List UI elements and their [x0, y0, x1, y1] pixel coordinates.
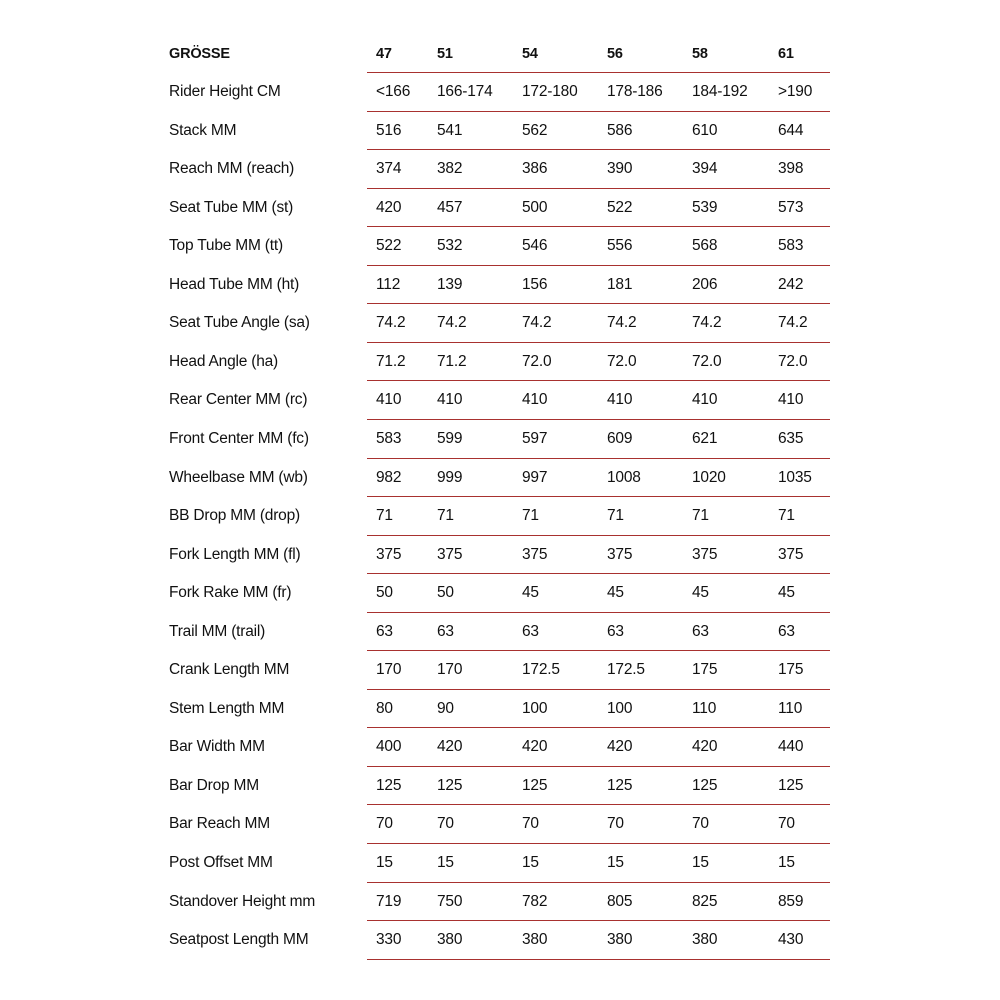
table-cell: 125	[437, 776, 463, 794]
table-cell: 15	[522, 854, 539, 871]
header-row	[0, 35, 1000, 74]
row-label: Top Tube MM (tt)	[169, 237, 283, 255]
size-header: 61	[778, 46, 794, 62]
table-row	[0, 883, 1000, 922]
table-cell: 50	[437, 584, 454, 602]
table-cell: 71.2	[376, 352, 406, 370]
table-cell: 420	[607, 738, 633, 756]
table-cell: 72.0	[692, 352, 722, 370]
table-cell: 375	[778, 545, 804, 563]
table-cell: 172.5	[522, 661, 560, 679]
table-cell: 45	[692, 584, 709, 602]
table-row	[0, 805, 1000, 844]
size-header: 54	[522, 46, 538, 62]
table-cell: 70	[522, 815, 539, 833]
table-cell: 74.2	[778, 314, 808, 332]
table-cell: 859	[778, 892, 804, 910]
table-row	[0, 227, 1000, 266]
table-cell: 125	[607, 776, 633, 794]
table-cell: 532	[437, 237, 463, 255]
table-cell: 635	[778, 429, 804, 447]
table-row	[0, 690, 1000, 729]
table-cell: 175	[692, 661, 718, 679]
table-cell: <166	[376, 83, 411, 100]
table-cell: 609	[607, 429, 633, 447]
table-row	[0, 497, 1000, 536]
table-cell: 181	[607, 275, 633, 293]
row-label: Standover Height mm	[169, 892, 316, 910]
table-cell: 386	[522, 160, 548, 178]
table-cell: 15	[376, 854, 393, 871]
table-cell: 70	[692, 815, 709, 833]
row-label: Front Center MM (fc)	[169, 429, 309, 447]
row-label: Bar Width MM	[169, 738, 265, 756]
table-cell: 74.2	[607, 314, 637, 332]
row-label: Bar Drop MM	[169, 776, 259, 794]
table-row	[0, 921, 1000, 960]
table-cell: 15	[692, 854, 709, 871]
table-cell: 170	[376, 661, 402, 679]
table-cell: 156	[522, 275, 548, 293]
table-cell: 398	[778, 160, 804, 178]
table-cell: 420	[692, 738, 718, 756]
table-cell: 380	[692, 931, 718, 949]
table-cell: 375	[692, 545, 718, 563]
table-cell: 750	[437, 892, 463, 910]
table-cell: 74.2	[692, 314, 722, 332]
table-cell: 100	[522, 699, 548, 717]
row-label: Reach MM (reach)	[169, 160, 295, 178]
table-cell: 178-186	[607, 83, 663, 100]
table-cell: 15	[778, 854, 795, 871]
table-cell: 825	[692, 892, 718, 910]
row-label: Head Tube MM (ht)	[169, 275, 300, 293]
row-label: Rear Center MM (rc)	[169, 391, 308, 409]
table-cell: 74.2	[376, 314, 406, 332]
table-cell: 500	[522, 198, 548, 216]
table-cell: 541	[437, 121, 463, 139]
table-cell: 172.5	[607, 661, 645, 679]
table-cell: 71	[692, 507, 709, 525]
table-cell: 110	[778, 699, 803, 717]
table-cell: 71	[522, 507, 539, 525]
table-cell: 782	[522, 892, 548, 910]
table-cell: 72.0	[607, 352, 637, 370]
table-row	[0, 304, 1000, 343]
table-row	[0, 767, 1000, 806]
size-header: 56	[607, 46, 623, 62]
table-cell: 50	[376, 584, 393, 602]
table-cell: 380	[522, 931, 548, 949]
table-cell: 1008	[607, 468, 641, 486]
table-cell: 139	[437, 275, 463, 293]
row-label: Fork Rake MM (fr)	[169, 584, 292, 602]
table-cell: 410	[607, 391, 633, 409]
table-cell: >190	[778, 83, 813, 100]
table-row	[0, 381, 1000, 420]
table-cell: 112	[376, 275, 401, 293]
table-cell: 375	[437, 545, 463, 563]
table-cell: 562	[522, 121, 548, 139]
table-row	[0, 189, 1000, 228]
size-header: 51	[437, 46, 453, 62]
table-cell: 599	[437, 429, 463, 447]
table-cell: 410	[778, 391, 804, 409]
table-cell: 1035	[778, 468, 812, 486]
table-row	[0, 459, 1000, 498]
table-row	[0, 613, 1000, 652]
row-label: Seatpost Length MM	[169, 931, 309, 949]
table-cell: 74.2	[522, 314, 552, 332]
table-cell: 125	[692, 776, 718, 794]
table-cell: 380	[607, 931, 633, 949]
row-label: Trail MM (trail)	[169, 622, 266, 640]
table-cell: 175	[778, 661, 804, 679]
table-row	[0, 728, 1000, 767]
table-cell: 440	[778, 738, 804, 756]
table-row	[0, 651, 1000, 690]
table-cell: 410	[376, 391, 402, 409]
table-cell: 375	[607, 545, 633, 563]
table-cell: 63	[522, 622, 539, 640]
row-label: Rider Height CM	[169, 83, 281, 100]
table-cell: 410	[437, 391, 463, 409]
table-cell: 390	[607, 160, 633, 178]
table-cell: 110	[692, 699, 717, 717]
table-cell: 72.0	[778, 352, 808, 370]
row-label: BB Drop MM (drop)	[169, 507, 300, 525]
table-cell: 583	[778, 237, 804, 255]
row-label: Fork Length MM (fl)	[169, 545, 301, 563]
table-cell: 1020	[692, 468, 726, 486]
table-cell: 430	[778, 931, 804, 949]
table-cell: 63	[778, 622, 795, 640]
table-row	[0, 73, 1000, 112]
row-label: Stem Length MM	[169, 699, 285, 717]
row-label: Crank Length MM	[169, 661, 290, 679]
table-cell: 63	[376, 622, 393, 640]
table-row	[0, 266, 1000, 305]
table-cell: 999	[437, 468, 463, 486]
table-cell: 982	[376, 468, 402, 486]
row-label: Bar Reach MM	[169, 815, 270, 833]
table-cell: 71	[607, 507, 624, 525]
table-cell: 15	[607, 854, 624, 871]
table-cell: 420	[437, 738, 463, 756]
table-row	[0, 574, 1000, 613]
table-cell: 997	[522, 468, 548, 486]
table-cell: 172-180	[522, 83, 578, 100]
table-cell: 170	[437, 661, 463, 679]
table-row	[0, 343, 1000, 382]
table-cell: 410	[692, 391, 718, 409]
table-cell: 71	[437, 507, 454, 525]
table-cell: 100	[607, 699, 633, 717]
table-cell: 719	[376, 892, 402, 910]
table-cell: 71	[778, 507, 795, 525]
row-label: Post Offset MM	[169, 854, 273, 871]
table-cell: 184-192	[692, 83, 748, 100]
table-cell: 375	[522, 545, 548, 563]
table-cell: 522	[607, 198, 633, 216]
table-cell: 583	[376, 429, 402, 447]
table-cell: 644	[778, 121, 804, 139]
table-cell: 380	[437, 931, 463, 949]
table-cell: 74.2	[437, 314, 467, 332]
size-header: 58	[692, 46, 708, 62]
table-cell: 90	[437, 699, 454, 717]
table-cell: 63	[692, 622, 709, 640]
row-label: Head Angle (ha)	[169, 352, 279, 370]
row-label: Seat Tube Angle (sa)	[169, 314, 310, 332]
table-cell: 70	[778, 815, 795, 833]
table-cell: 125	[522, 776, 548, 794]
table-cell: 125	[376, 776, 402, 794]
table-cell: 410	[522, 391, 548, 409]
table-cell: 63	[437, 622, 454, 640]
table-row	[0, 844, 1000, 883]
table-cell: 45	[607, 584, 624, 602]
table-cell: 516	[376, 121, 402, 139]
table-cell: 621	[692, 429, 718, 447]
table-cell: 522	[376, 237, 402, 255]
table-cell: 242	[778, 275, 804, 293]
table-cell: 70	[437, 815, 454, 833]
row-divider	[367, 959, 830, 960]
table-row	[0, 536, 1000, 575]
header-label: GRÖSSE	[169, 46, 230, 62]
table-row	[0, 112, 1000, 151]
table-cell: 568	[692, 237, 718, 255]
table-cell: 382	[437, 160, 463, 178]
table-cell: 597	[522, 429, 548, 447]
table-cell: 15	[437, 854, 454, 871]
row-label: Wheelbase MM (wb)	[169, 468, 308, 486]
table-cell: 586	[607, 121, 633, 139]
table-cell: 45	[522, 584, 539, 602]
table-cell: 546	[522, 237, 548, 255]
table-cell: 573	[778, 198, 804, 216]
table-cell: 71	[376, 507, 393, 525]
table-cell: 63	[607, 622, 624, 640]
table-cell: 375	[376, 545, 402, 563]
table-cell: 394	[692, 160, 718, 178]
table-cell: 125	[778, 776, 804, 794]
table-cell: 330	[376, 931, 402, 949]
table-cell: 610	[692, 121, 718, 139]
table-cell: 45	[778, 584, 795, 602]
table-cell: 400	[376, 738, 402, 756]
table-cell: 457	[437, 198, 463, 216]
table-cell: 71.2	[437, 352, 467, 370]
row-label: Stack MM	[169, 121, 237, 139]
table-cell: 539	[692, 198, 718, 216]
table-cell: 166-174	[437, 83, 493, 100]
table-cell: 80	[376, 699, 393, 717]
table-row	[0, 420, 1000, 459]
table-cell: 70	[607, 815, 624, 833]
table-row	[0, 150, 1000, 189]
table-cell: 805	[607, 892, 633, 910]
table-cell: 556	[607, 237, 633, 255]
table-cell: 374	[376, 160, 402, 178]
table-cell: 72.0	[522, 352, 552, 370]
table-cell: 420	[376, 198, 402, 216]
table-cell: 420	[522, 738, 548, 756]
table-cell: 70	[376, 815, 393, 833]
row-label: Seat Tube MM (st)	[169, 198, 294, 216]
size-header: 47	[376, 46, 392, 62]
table-cell: 206	[692, 275, 718, 293]
